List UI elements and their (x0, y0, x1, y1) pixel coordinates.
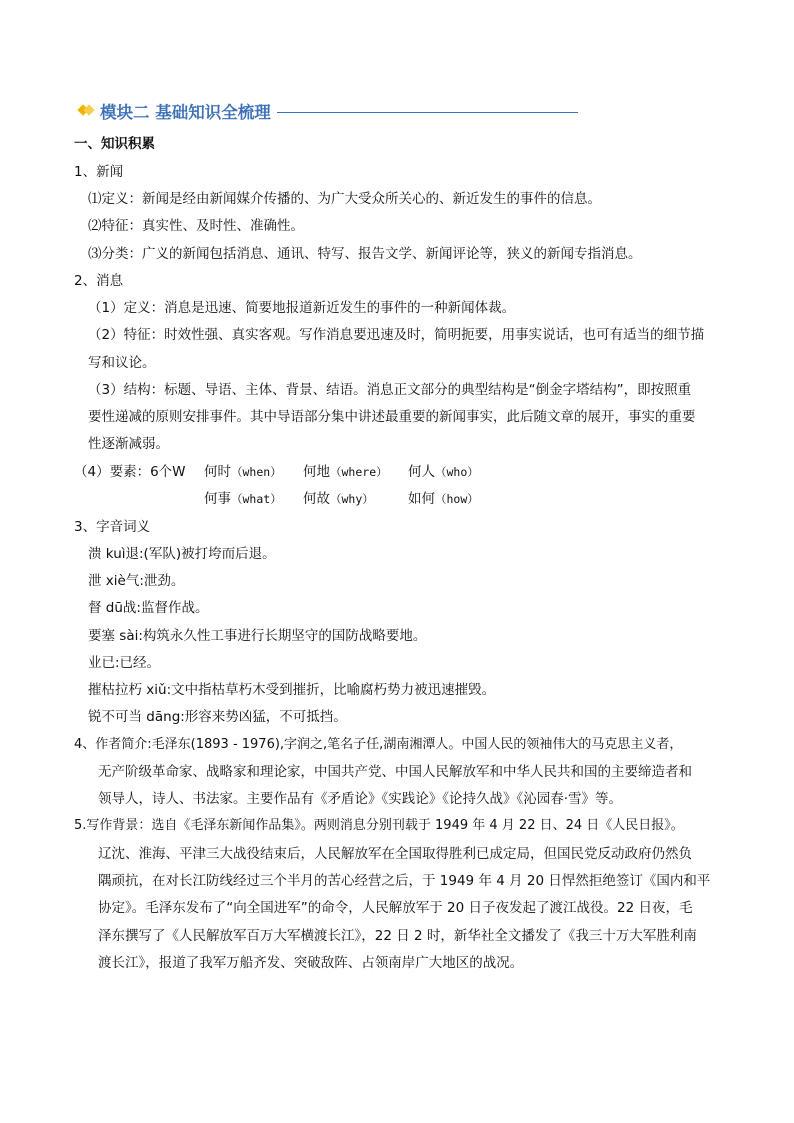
background-line-4: 协定》。毛泽东发布了“向全国进军”的命令，人民解放军于 20 日子夜发起了渡江战役。22 日夜，毛 (98, 900, 693, 916)
element-why-en: （why） (330, 492, 374, 506)
element-how (408, 489, 479, 509)
background-line-6: 渡长江》，报道了我军万船齐发、突破敌阵、占领南岸广大地区的战况。 (98, 955, 524, 971)
vocab-item: 锐不可当 dāng:形容来势凶猛，不可抵挡。 (88, 709, 347, 725)
background-line-2: 辽沈、淮海、平津三大战役结束后，人民解放军在全国取得胜利已成定局，但国民党反动政府仍然负 (98, 846, 692, 862)
vocab-item: 业已:已经。 (88, 655, 161, 671)
message-structure-line-3: 性逐渐减弱。 (88, 436, 169, 452)
message-heading: 2、消息 (74, 273, 124, 289)
message-features-line-2: 写和议论。 (88, 355, 156, 371)
background-line-3: 隅顽抗，在对长江防线经过三个半月的苦心经营之后，于 1949 年 4 月 20 日悍然拒绝签订《国内和平 (98, 873, 711, 889)
message-structure-line-1: （3）结构：标题、导语、主体、背景、结语。消息正文部分的典型结构是“倒金字塔结构”，即按照重 (88, 382, 692, 398)
element-what-zh: 何事 (204, 491, 231, 507)
vocab-item: 溃 kuì退:(军队)被打垮而后退。 (88, 546, 276, 562)
element-what-en: （what） (231, 492, 282, 506)
element-where-zh: 何地 (303, 464, 330, 480)
background-line-1: 5.写作背景：选自《毛泽东新闻作品集》。两则消息分别刊载于 1949 年 4 月 22 日、24 日《人民日报》。 (74, 818, 684, 833)
element-what (204, 489, 282, 509)
news-classification: ⑶分类：广义的新闻包括消息、通讯、特写、报告文学、新闻评论等，狭义的新闻专指消息。 (88, 246, 642, 262)
element-when (204, 462, 282, 482)
module-title: 模块二 基础知识全梳理 (100, 103, 271, 122)
element-how-zh: 如何 (408, 491, 435, 507)
element-why-zh: 何故 (303, 491, 330, 507)
vocab-item: 要塞 sài:构筑永久性工事进行长期坚守的国防战略要地。 (88, 628, 427, 644)
section-heading-knowledge: 一、知识积累 (74, 136, 155, 152)
element-where (303, 462, 388, 482)
double-diamond-icon (78, 104, 96, 118)
author-line-3: 领导人，诗人、书法家。主要作品有《矛盾论》《实践论》《论持久战》《沁园春·雪》等。 (98, 791, 623, 807)
element-who (408, 462, 479, 482)
element-how-en: （how） (435, 492, 479, 506)
element-when-zh: 何时 (204, 464, 231, 480)
message-features-line-1: （2）特征：时效性强、真实客观。写作消息要迅速及时，简明扼要，用事实说话，也可有适当的细节描 (88, 327, 705, 343)
element-why (303, 489, 374, 509)
message-elements-row-2 (74, 489, 534, 509)
module-header (78, 99, 578, 123)
module-title-rule (277, 112, 578, 113)
vocab-item: 督 dū战:监督作战。 (88, 600, 209, 616)
vocab-item: 摧枯拉朽 xiǔ:文中指枯草朽木受到摧折，比喻腐朽势力被迅速摧毁。 (88, 682, 496, 698)
message-definition: （1）定义：消息是迅速、简要地报道新近发生的事件的一种新闻体裁。 (88, 300, 516, 316)
news-features: ⑵特征：真实性、及时性、准确性。 (88, 218, 304, 234)
vocab-item: 泄 xiè气:泄劲。 (88, 573, 185, 589)
element-where-en: （where） (330, 465, 388, 479)
message-structure-line-2: 要性递减的原则安排事件。其中导语部分集中讲述最重要的新闻事实，此后随文章的展开，事实的重要 (88, 409, 696, 425)
message-elements-row-1 (74, 462, 534, 482)
author-line-2: 无产阶级革命家、战略家和理论家，中国共产党、中国人民解放军和中华人民共和国的主要缔造者和 (98, 764, 692, 780)
element-who-zh: 何人 (408, 464, 435, 480)
background-line-5: 泽东撰写了《人民解放军百万大军横渡长江》，22 日 2 时，新华社全文播发了《我三十万大军胜利南 (98, 928, 697, 944)
elements-label: （4）要素：6个W (74, 464, 186, 480)
vocab-heading: 3、字音词义 (74, 519, 151, 535)
author-line-1: 4、作者简介:毛泽东(1893 - 1976),字润之,笔名子任,湖南湘潭人。中国人民的领袖伟大的马克思主义者， (74, 737, 683, 752)
element-when-en: （when） (231, 465, 282, 479)
news-definition: ⑴定义：新闻是经由新闻媒介传播的、为广大受众所关心的、新近发生的事件的信息。 (88, 191, 601, 207)
element-who-en: （who） (435, 465, 479, 479)
news-heading: 1、新闻 (74, 164, 124, 180)
